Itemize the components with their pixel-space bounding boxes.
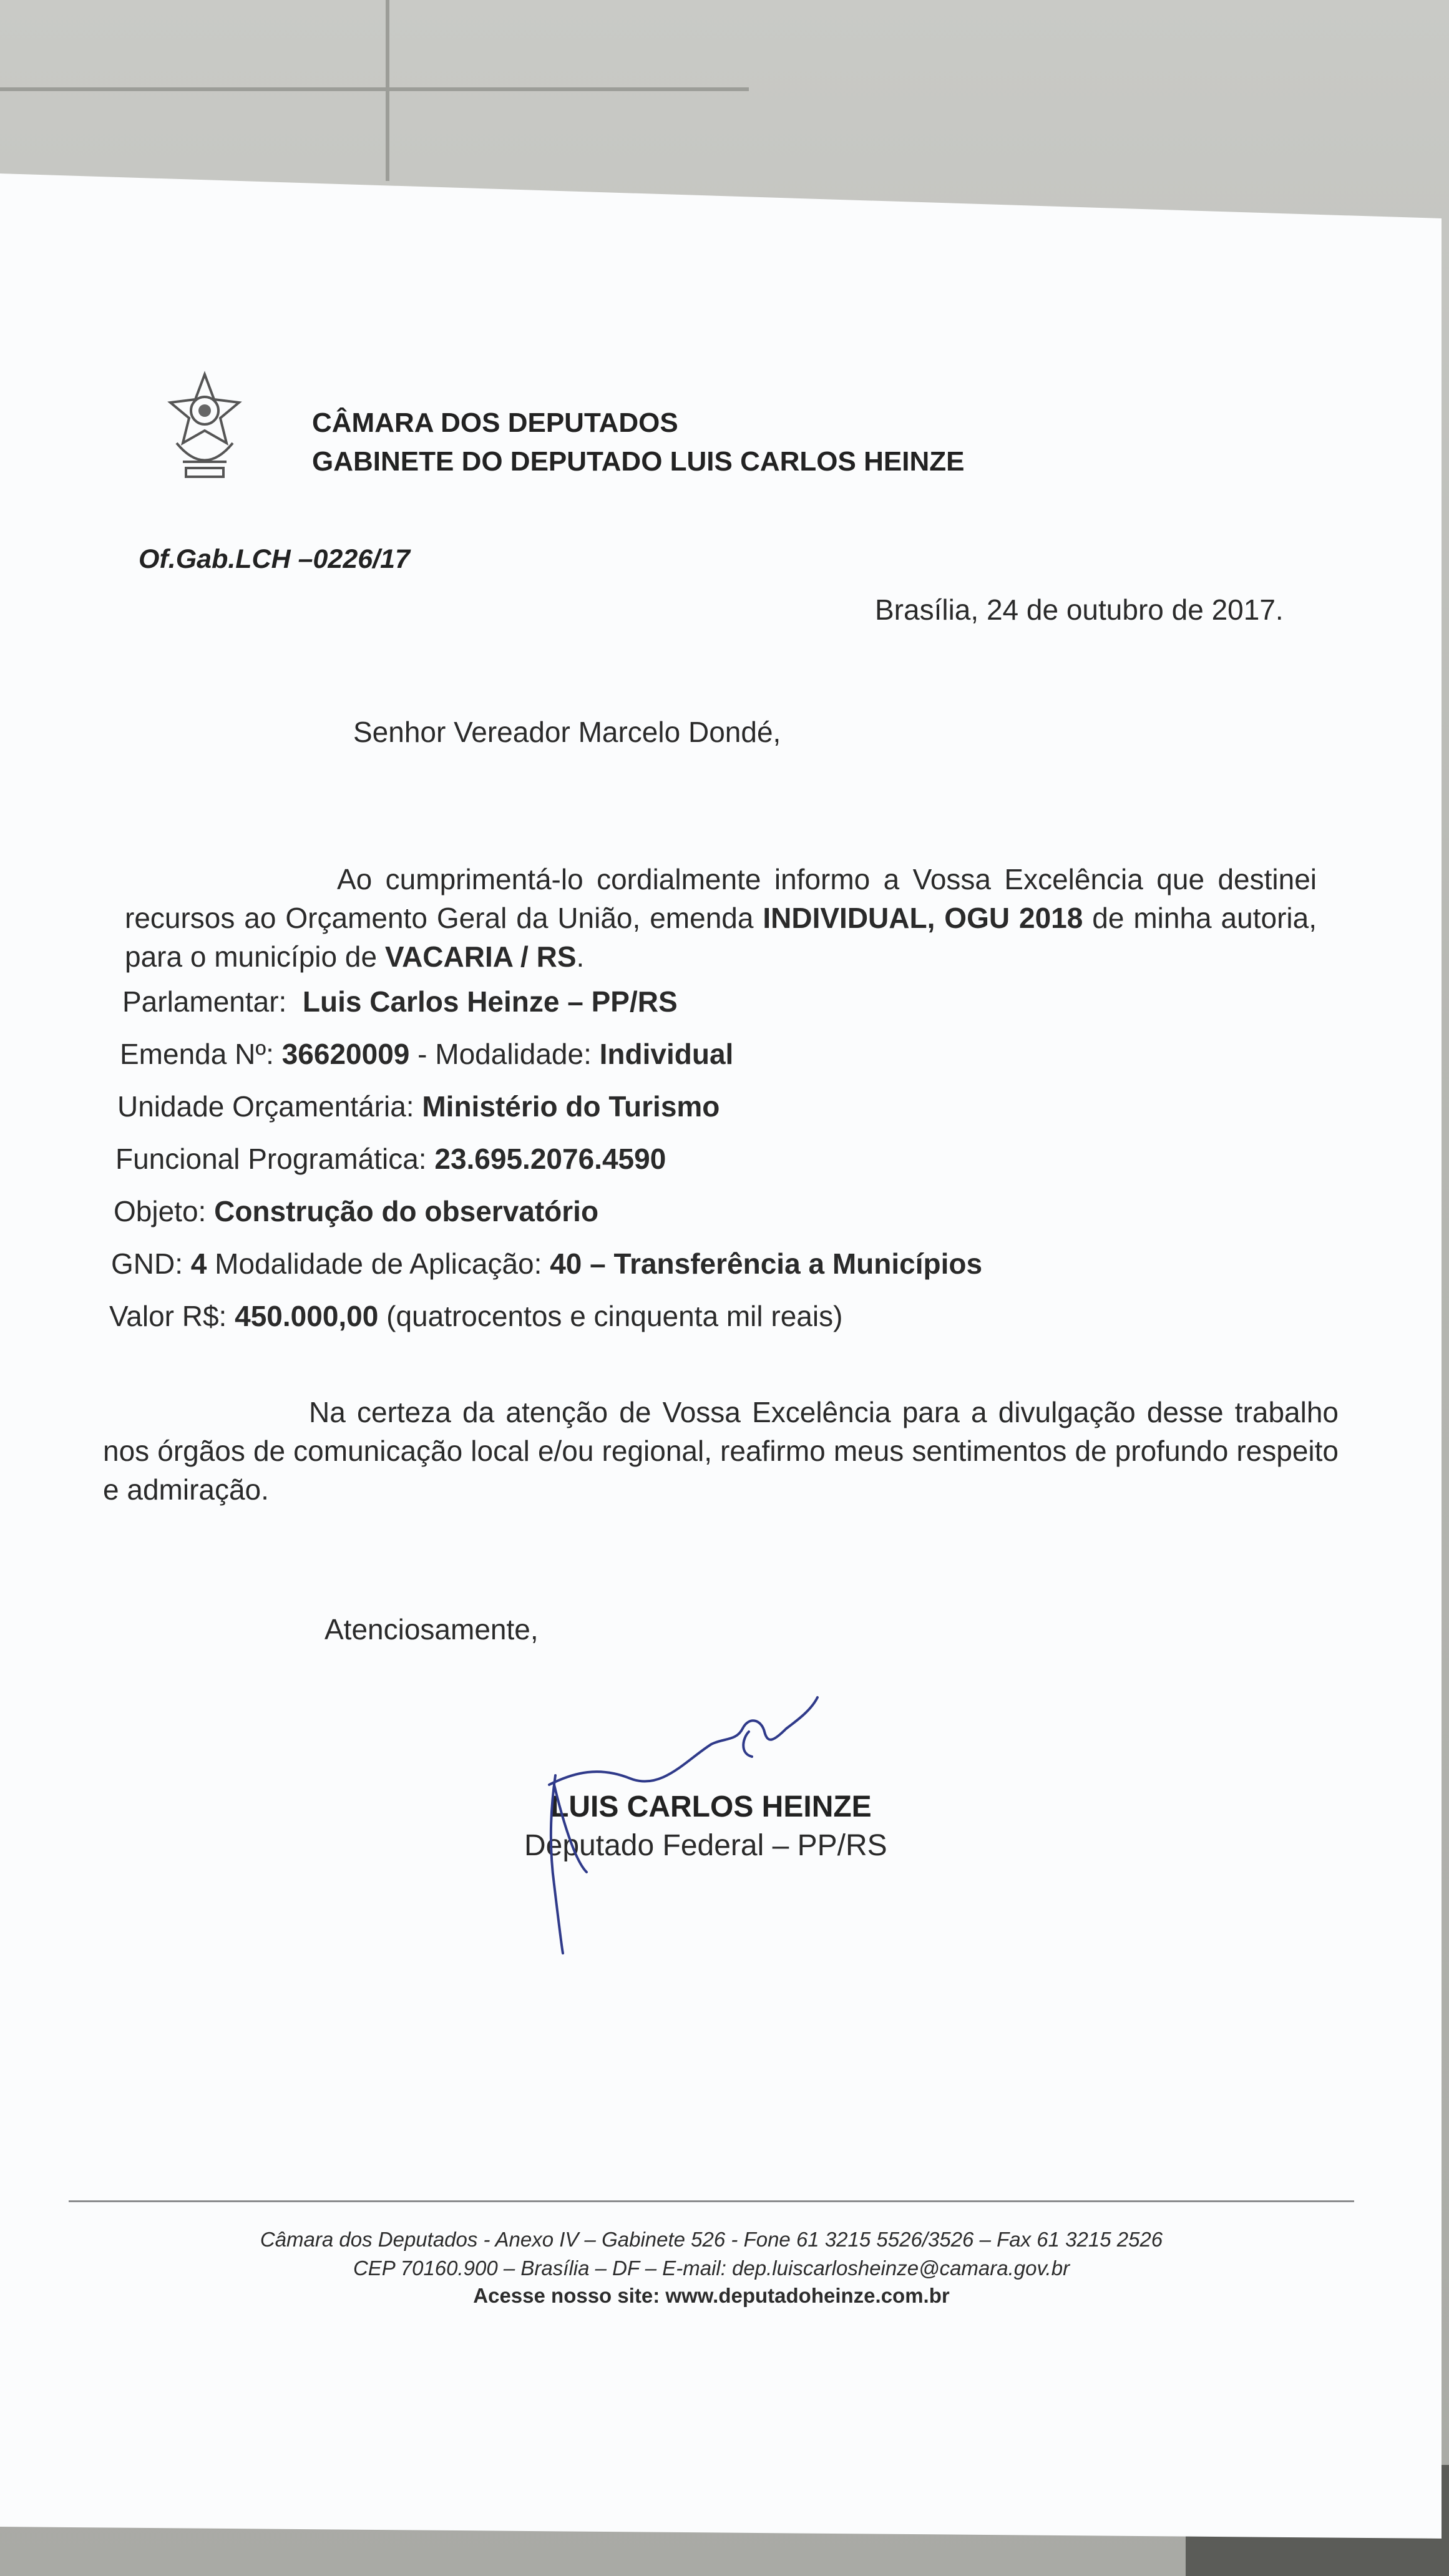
field-label: Objeto: bbox=[114, 1195, 207, 1227]
field-value: Individual bbox=[599, 1038, 734, 1070]
signer-role: Deputado Federal – PP/RS bbox=[524, 1829, 887, 1862]
field-value: 4 bbox=[190, 1247, 207, 1280]
closing-phrase: Atenciosamente, bbox=[324, 1613, 539, 1646]
field-parlamentar bbox=[122, 985, 678, 1018]
field-value: 36620009 bbox=[281, 1038, 410, 1070]
field-label: Unidade Orçamentária: bbox=[117, 1090, 414, 1123]
footer-website-line: Acesse nosso site: www.deputadoheinze.com.br bbox=[473, 2284, 950, 2307]
field-valor bbox=[109, 1299, 842, 1333]
coat-of-arms-icon bbox=[167, 368, 242, 493]
field-gnd bbox=[111, 1247, 982, 1281]
paragraph-text: . bbox=[576, 940, 585, 973]
field-label: Funcional Programática: bbox=[115, 1143, 427, 1175]
paragraph-text: de minha autoria, para o município de bbox=[125, 902, 1317, 973]
signer-name: LUIS CARLOS HEINZE bbox=[550, 1790, 872, 1823]
field-objeto bbox=[114, 1194, 598, 1228]
paragraph-text: Ao cumprimentá-lo cordialmente informo a Vossa Excelência que destinei recursos ao Orçamento Geral da União, emenda bbox=[125, 863, 1317, 934]
field-label: Valor R$: bbox=[109, 1300, 227, 1332]
field-label: Parlamentar: bbox=[122, 985, 287, 1018]
field-value: 450.000,00 bbox=[235, 1300, 379, 1332]
field-value: Construção do observatório bbox=[214, 1195, 599, 1227]
footer-address-line: Câmara dos Deputados - Anexo IV – Gabinete 526 - Fone 61 3215 5526/3526 – Fax 61 3215 2526 bbox=[260, 2228, 1163, 2251]
floor-tile-seam bbox=[386, 0, 389, 181]
opening-paragraph bbox=[125, 860, 1317, 976]
field-value: 23.695.2076.4590 bbox=[434, 1143, 666, 1175]
field-value: 40 – Transferência a Municípios bbox=[550, 1247, 983, 1280]
handwritten-signature bbox=[537, 1685, 886, 1959]
letter-paper bbox=[0, 173, 1442, 2539]
document-date: Brasília, 24 de outubro de 2017. bbox=[875, 593, 1284, 626]
salutation: Senhor Vereador Marcelo Dondé, bbox=[353, 716, 781, 748]
header-office-name: GABINETE DO DEPUTADO LUIS CARLOS HEINZE bbox=[312, 446, 965, 477]
field-label: Modalidade de Aplicação: bbox=[207, 1247, 542, 1280]
field-label: GND: bbox=[111, 1247, 183, 1280]
paragraph-bold: INDIVIDUAL, OGU 2018 bbox=[763, 902, 1083, 934]
paragraph-bold: VACARIA / RS bbox=[384, 940, 577, 973]
field-value: Ministério do Turismo bbox=[422, 1090, 720, 1123]
closing-paragraph bbox=[103, 1393, 1339, 1509]
floor-tile-seam bbox=[0, 87, 749, 91]
footer-contact-line: CEP 70160.900 – Brasília – DF – E-mail: dep.luiscarlosheinze@camara.gov.br bbox=[353, 2256, 1070, 2280]
document-reference: Of.Gab.LCH –0226/17 bbox=[139, 544, 410, 574]
field-funcional bbox=[115, 1142, 666, 1176]
field-unidade bbox=[117, 1090, 720, 1123]
field-label: - Modalidade: bbox=[409, 1038, 592, 1070]
field-value-text: (quatrocentos e cinquenta mil reais) bbox=[378, 1300, 843, 1332]
field-label: Emenda Nº: bbox=[120, 1038, 274, 1070]
paragraph-text: Na certeza da atenção de Vossa Excelência para a divulgação desse trabalho nos órgãos de comunicação local e/ou regional, reafirmo meus sentimentos de profundo respeito e admiração. bbox=[103, 1396, 1339, 1506]
field-emenda bbox=[120, 1037, 733, 1071]
footer-divider bbox=[69, 2200, 1354, 2202]
field-value: Luis Carlos Heinze – PP/RS bbox=[302, 985, 678, 1018]
header-chamber-name: CÂMARA DOS DEPUTADOS bbox=[312, 407, 678, 438]
